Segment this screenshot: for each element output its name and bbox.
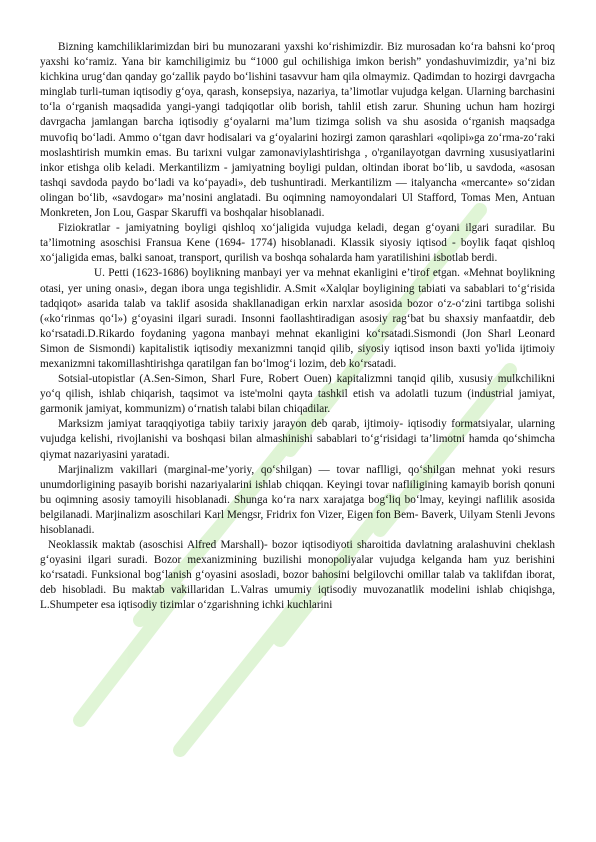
document-body <box>40 40 555 614</box>
paragraph-intro: Bizning kamchiliklarimizdan biri bu munozarani yaxshi ko‘rishimizdir. Biz murosadan ko‘ra bahsni ko‘proq yaxshi ko‘ramiz. Yana bir kamchiligimiz bu “1000 gul ochilishiga imkon berish” yondashuvimizdir, ya’ni biz kichkina urug‘dan qanday go‘zallik paydo bo‘lishini tasavvur ham qila olmaymiz. Qadimdan to hozirgi davrgacha minglab turli-tuman iqtisodiy g‘oya, qarash, konsepsiya, nazariya, ta’limotlar vujudga kelgan. Ularning barchasini to‘la o‘rganish maqsadida yangi-yangi tadqiqotlar olib borish, tahlil etish zarur. Shuning uchun ham hozirgi davrgacha jamlangan barcha iqtisodiy g‘oyalarni ma’lum tizimga solish va shu asosida o‘rganish maqsadga muvofiq bo‘ladi. Ammo o‘tgan davr hodisalari va g‘oyalarini hozirgi zamon qarashlari «qolipi»ga zo‘rma-zo‘raki moslashtirish mumkin emas. Bu tarixni vulgar zamonaviylashtirishga , o'rganilayotgan davrning xususiyatlarini inkor etishga olib keladi. Merkantilizm - jamiyatning boyligi puldan, oltindan iborat bo‘lib, u savdoda, «asosan tashqi savdoda paydo bo‘ladi va ko‘payadi», deb tushuntiradi. Merkantilizm — italyancha «mercante» so‘zidan olingan bo‘lib, «savdogar» ma’nosini anglatadi. Bu oqimning namoyondalari Ul Stafford, Tomas Men, Antuan Monkreten, Jon Lou, Gaspar Skaruffi va boshqalar hisoblanadi. <box>40 41 555 220</box>
paragraph-classical: U. Petti (1623-1686) boylikning manbayi yer va mehnat ekanligini e’tirof etgan. «Mehnat boylikning otasi, yer uning onasi», degan ibora unga tegishlidir. A.Smit «Xalqlar boyligining tabiati va sabablari to‘g‘risida tadqiqot» asarida talab va taklif asosida shakllanadigan erkin narxlar asosida bozor o‘z-o‘zini tartibga solishi («ko‘rinmas qo‘l») g‘oyasini ilgari suradi. Insonni faollashtiradigan asosiy rag‘bat bu shaxsiy manfaatdir, deb ko‘rsatadi.D.Rikardo foydaning yagona manbayi mehnat ekanligini ko‘rsatadi.Sismondi (Jon Sharl Leonard Simon de Sismondi) kapitalistik iqtisodiy mexanizmni tanqid qilib, siyosiy iqtisod inson baxti yo'lida ijtimoiy mexanizmni takomillashtirishga qaratilgan fan bo‘lmog‘i lozim, deb ko‘rsatadi. <box>40 267 555 370</box>
paragraph-marginalism: Marjinalizm vakillari (marginal-me’yoriy, qo‘shilgan) — tovar naflligi, qo‘shilgan mehnat yoki resurs unumdorligining pasayib borishi nazariyalarini ishlab chiqqan. Keyingi tovar nafliligining kamayib borish qonuni bu oqimning asosiy tamoyili hisoblanadi. Shunga ko‘ra narx xarajatga bog‘liq bo‘lmay, keyingi naflilik asosida belgilanadi. Marjinalizm asoschilari Karl Mengsr, Fridrix fon Vizer, Eigen fon Bem- Baverk, Uilyam Stenli Jevons hisoblanadi. <box>40 463 555 536</box>
paragraph-physiocrats: Fiziokratlar - jamiyatning boyligi qishloq xo‘jaligida vujudga keladi, degan g‘oyani ilgari suradilar. Bu ta’limotning asoschisi Fransua Kene (1694- 1774) hisoblanadi. Klassik siyosiy iqtisod - boylik faqat qishloq xo‘jaligida emas, balki sanoat, transport, qurilish va boshqa sohalarda ham yaratilishini isbotlab berdi. <box>40 222 555 265</box>
paragraph-neoclassical: Neoklassik maktab (asoschisi Alfred Marshall)- bozor iqtisodiyoti sharoitida davlatning aralashuvini cheklash g‘oyasini ilgari suradi. Bozor mexanizmining buzilishi monopoliyalar vujudga kelganda ham yuz berishini ko‘rsatadi. Funksional bog‘lanish g‘oyasini asosladi, bozor bahosini belgilovchi omillar talab va taklifdan iborat, deb hisobladi. Bu maktab vakillaridan L.Valras umumiy iqtisodiy muvozanatlik modelini ishlab chiqishga, L.Shumpeter esa iqtisodiy tizimlar o‘zgarishning ichki kuchlarini <box>40 539 555 612</box>
paragraph-utopians: Sotsial-utopistlar (A.Sen-Simon, Sharl Fure, Robert Ouen) kapitalizmni tanqid qilib, xususiy mulkchilikni yo‘q qilish, ishlab chiqarish, taqsimot va iste'molni qayta tashkil etish va adolatli tuzum (industrial jamiyat, garmonik jamiyat, kommunizm) o‘rnatish talabi bilan chiqadilar. <box>40 373 555 416</box>
watermark-stroke <box>180 600 300 750</box>
paragraph-marxism: Marksizm jamiyat taraqqiyotiga tabiiy tarixiy jarayon deb qarab, ijtimoiy- iqtisodiy formatsiyalar, ularning vujudga kelishi, rivojlanishi va boshqasi bilan almashinishi sabablari to‘g‘risidagi ta’limotni hamda qo‘shimcha qiymat nazariyasini yaratadi. <box>40 418 555 461</box>
